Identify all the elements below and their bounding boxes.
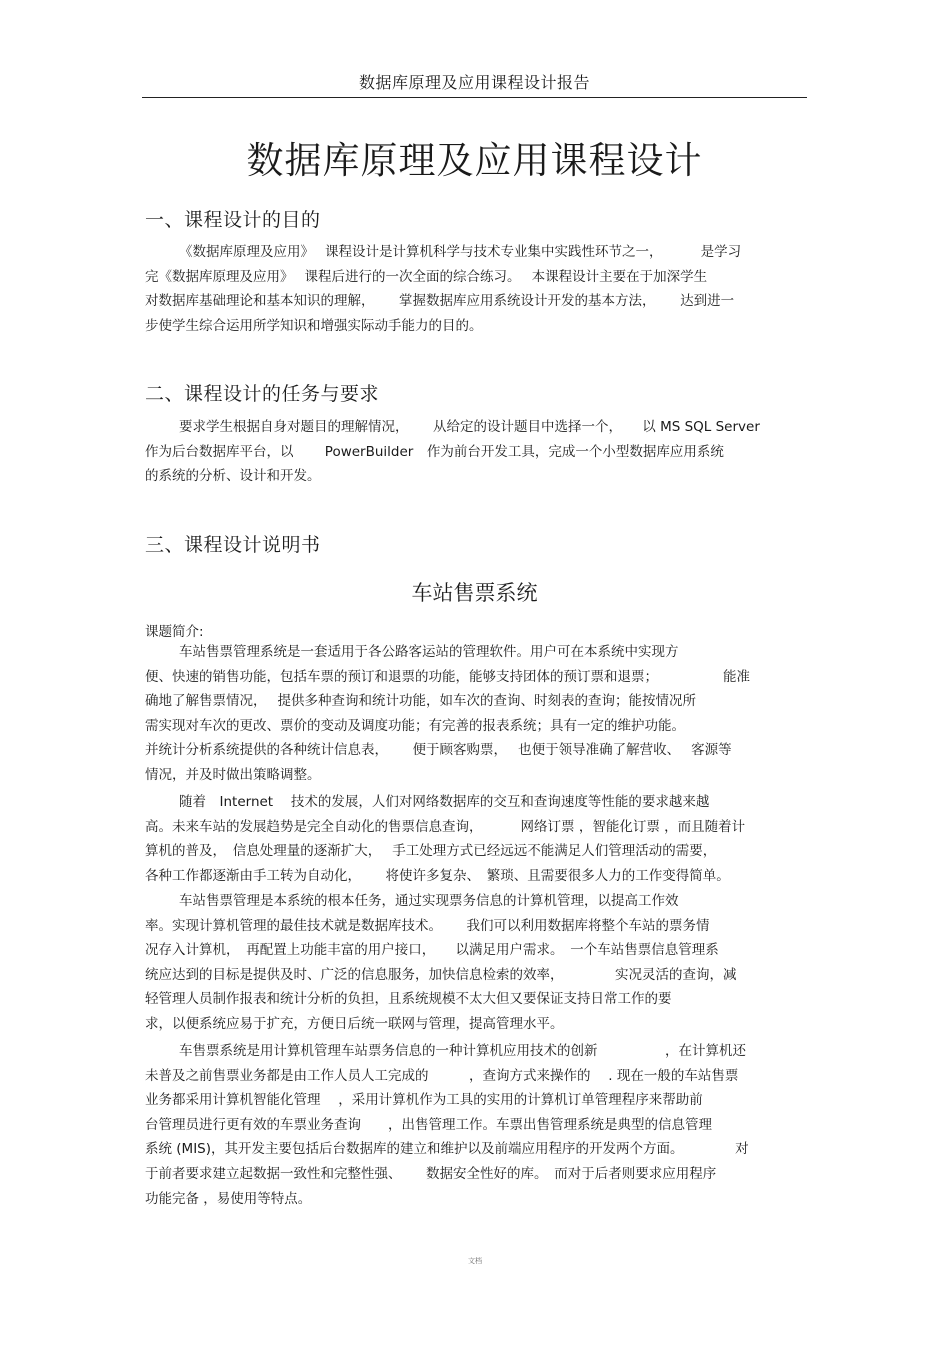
- text-line: 率。实现计算机管理的最佳技术就是数据库技术。 我们可以利用数据库将整个车站的票务情: [145, 917, 710, 934]
- text-line: 轻管理人员制作报表和统计分析的负担，且系统规模不太大但又要保证支持日常工作的要: [145, 991, 672, 1008]
- page-footer: 文档: [468, 1257, 482, 1265]
- text-line: 各种工作都逐渐由手工转为自动化， 将使许多复杂、 繁琐、且需要很多人力的工作变得简单。: [145, 867, 730, 884]
- header-divider: [142, 97, 807, 98]
- text-line: 高。未来车站的发展趋势是完全自动化的售票信息查询， 网络订票 ，智能化订票 ，而且随着计: [145, 818, 746, 835]
- intro-paragraph-3: [145, 889, 810, 1037]
- text-line: 求，以便系统应易于扩充，方便日后统一联网与管理，提高管理水平。: [145, 1015, 564, 1032]
- section-heading-specification: 三、课程设计说明书: [145, 534, 321, 556]
- purpose-paragraph: [145, 240, 810, 338]
- text-line: 完《数据库原理及应用》 课程后进行的一次全面的综合练习。 本课程设计主要在于加深学生: [145, 268, 708, 285]
- intro-paragraph-2: [145, 790, 810, 888]
- text-line: 系统 (MIS)，其开发主要包括后台数据库的建立和维护以及前端应用程序的开发两个方面。 对: [145, 1141, 749, 1158]
- text-line: 车站售票管理系统是一套适用于各公路客运站的管理软件。用户可在本系统中实现方: [179, 644, 679, 660]
- text-line: 车售票系统是用计算机管理车站票务信息的一种计算机应用技术的创新 ，在计算机还: [179, 1043, 746, 1059]
- text-line: 步使学生综合运用所学知识和增强实际动手能力的目的。: [145, 317, 483, 334]
- text-line: 于前者要求建立起数据一致性和完整性强、 数据安全性好的库。 而对于后者则要求应用程序: [145, 1165, 717, 1182]
- document-title: 数据库原理及应用课程设计: [246, 139, 703, 182]
- text-line: 确地了解售票情况， 提供多种查询和统计功能，如车次的查询、时刻表的查询；能按情况所: [145, 693, 697, 710]
- text-line: 《数据库原理及应用》 课程设计是计算机科学与技术专业集中实践性环节之一， 是学习: [179, 244, 742, 260]
- intro-paragraph-4: [145, 1039, 810, 1211]
- text-line: 业务都采用计算机智能化管理 ，采用计算机作为工具的实用的计算机订单管理程序来帮助前: [145, 1092, 703, 1109]
- text-line: 并统计分析系统提供的各种统计信息表， 便于顾客购票， 也便于领导准确了解营收、 客源等: [145, 742, 732, 759]
- text-line: 的系统的分析、设计和开发。: [145, 468, 321, 485]
- intro-label: 课题简介:: [145, 624, 204, 640]
- text-line: 功能完备 ，易使用等特点。: [145, 1190, 312, 1207]
- text-line: 对数据库基础理论和基本知识的理解， 掌握数据库应用系统设计开发的基本方法， 达到进一: [145, 293, 735, 310]
- text-line: 统应达到的目标是提供及时、广泛的信息服务，加快信息检索的效率， 实况灵活的查询，减: [145, 966, 737, 983]
- text-line: 未普及之前售票业务都是由工作人员人工完成的 ，查询方式来操作的 . 现在一般的车站售票: [145, 1067, 739, 1084]
- text-line: 情况，并及时做出策略调整。: [145, 766, 321, 783]
- tasks-paragraph: [145, 415, 810, 489]
- section-heading-tasks: 二、课程设计的任务与要求: [145, 383, 380, 405]
- text-line: 随着 Internet 技术的发展，人们对网络数据库的交互和查询速度等性能的要求越来越: [179, 794, 710, 810]
- text-line: 需实现对车次的更改、票价的变动及调度功能；有完善的报表系统；具有一定的维护功能。: [145, 717, 685, 734]
- text-line: 要求学生根据自身对题目的理解情况， 从给定的设计题目中选择一个， 以 MS SQL Server: [179, 419, 760, 435]
- text-line: 台管理员进行更有效的车票业务查询 ，出售管理工作。车票出售管理系统是典型的信息管理: [145, 1116, 712, 1133]
- text-line: 车站售票管理是本系统的根本任务，通过实现票务信息的计算机管理，以提高工作效: [179, 893, 679, 909]
- text-line: 作为后台数据库平台，以 PowerBuilder 作为前台开发工具，完成一个小型数据库应用系统: [145, 443, 724, 460]
- text-line: 况存入计算机， 再配置上功能丰富的用户接口， 以满足用户需求。 一个车站售票信息管理系: [145, 942, 719, 959]
- text-line: 便、快速的销售功能，包括车票的预订和退票的功能，能够支持团体的预订票和退票； 能准: [145, 668, 751, 685]
- intro-paragraph-1: [145, 640, 810, 788]
- text-line: 算机的普及， 信息处理量的逐渐扩大， 手工处理方式已经远远不能满足人们管理活动的需要，: [145, 843, 717, 860]
- section-heading-purpose: 一、课程设计的目的: [145, 209, 321, 231]
- page-header: 数据库原理及应用课程设计报告: [358, 73, 590, 92]
- system-title: 车站售票系统: [411, 581, 538, 605]
